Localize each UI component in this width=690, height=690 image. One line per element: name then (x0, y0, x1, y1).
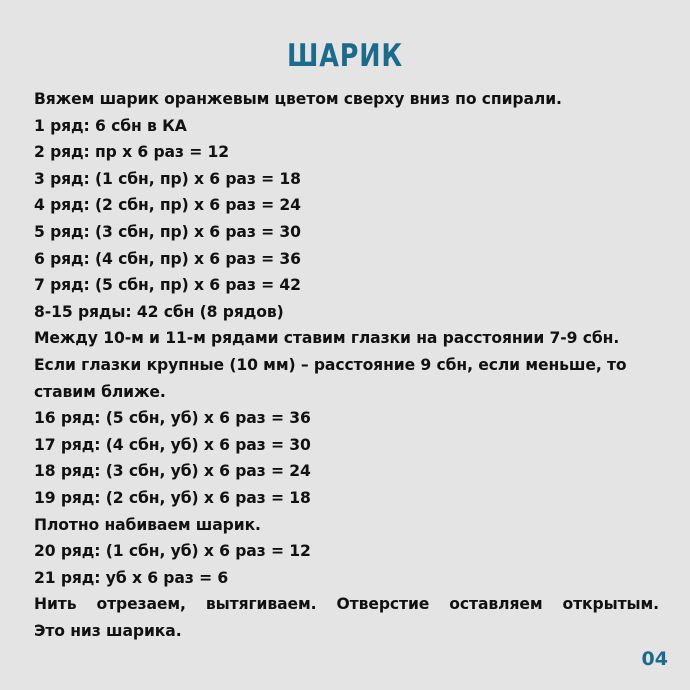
stuffing-line: Плотно набиваем шарик. (34, 515, 261, 534)
finish-line-cont: Это низ шарика. (34, 621, 182, 640)
page-number: 04 (641, 648, 668, 670)
finish-line: Нить отрезаем, вытягиваем. Отверстие оставляем открытым. (34, 595, 659, 614)
row-17-line: 17 ряд: (4 сбн, уб) х 6 раз = 30 (34, 435, 311, 454)
row-21-line: 21 ряд: уб х 6 раз = 6 (34, 568, 229, 587)
row-5-line: 5 ряд: (3 сбн, пр) х 6 раз = 30 (34, 222, 301, 241)
eyes-size-line-cont: ставим ближе. (34, 382, 166, 401)
eyes-size-line: Если глазки крупные (10 мм) – расстояние 9 сбн, если меньше, то (34, 355, 627, 374)
row-1-line: 1 ряд: 6 сбн в КА (34, 116, 187, 135)
row-7-line: 7 ряд: (5 сбн, пр) х 6 раз = 42 (34, 276, 301, 295)
row-4-line: 4 ряд: (2 сбн, пр) х 6 раз = 24 (34, 196, 301, 215)
instructions-text (34, 86, 659, 644)
intro-line: Вяжем шарик оранжевым цветом сверху вниз по спирали. (34, 90, 562, 108)
row-2-line: 2 ряд: пр х 6 раз = 12 (34, 143, 230, 162)
row-16-line: 16 ряд: (5 сбн, уб) х 6 раз = 36 (34, 409, 311, 428)
eyes-placement-line: Между 10-м и 11-м рядами ставим глазки на расстоянии 7-9 сбн. (34, 329, 620, 348)
row-6-line: 6 ряд: (4 сбн, пр) х 6 раз = 36 (34, 249, 301, 268)
page-title: ШАРИК (287, 38, 403, 74)
row-3-line: 3 ряд: (1 сбн, пр) х 6 раз = 18 (34, 169, 301, 188)
row-20-line: 20 ряд: (1 сбн, уб) х 6 раз = 12 (34, 542, 311, 561)
rows-8-15-line: 8-15 ряды: 42 сбн (8 рядов) (34, 302, 284, 321)
row-19-line: 19 ряд: (2 сбн, уб) х 6 раз = 18 (34, 488, 311, 507)
row-18-line: 18 ряд: (3 сбн, уб) х 6 раз = 24 (34, 462, 311, 481)
